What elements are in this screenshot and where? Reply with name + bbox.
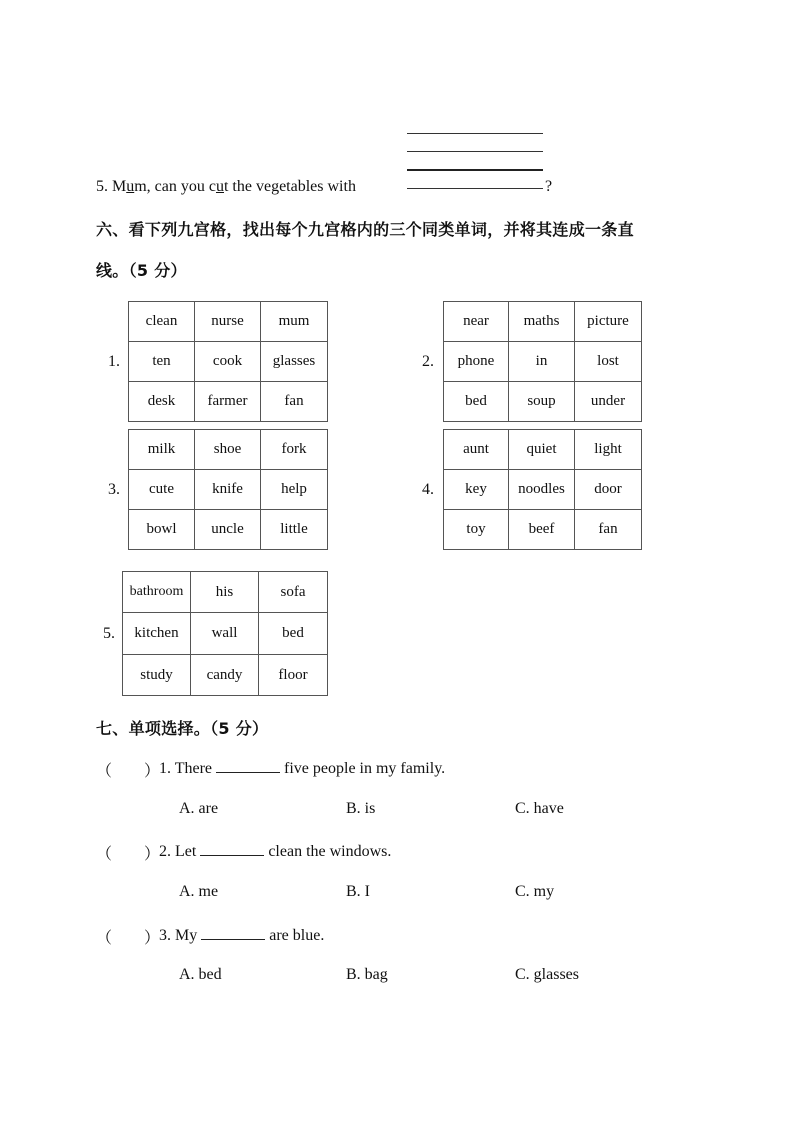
grid-cell: soup [509,382,575,422]
grid-cell: nurse [195,302,261,342]
grid-cell: fork [261,430,328,470]
grid-cell: bed [444,382,509,422]
fill-blank[interactable] [201,925,265,940]
grid-cell: light [575,430,642,470]
grid-cell: lost [575,342,642,382]
grid-cell: mum [261,302,328,342]
grid-cell: cute [129,470,195,510]
option-a: A. bed [179,966,222,983]
grid-cell: shoe [195,430,261,470]
grid-cell: farmer [195,382,261,422]
grid-4-number: 4. [422,481,434,498]
grid-cell: kitchen [123,613,191,655]
answer-line-3 [407,169,543,171]
grid-cell: door [575,470,642,510]
answer-paren[interactable]: （ ） [96,763,161,780]
question-1-stem: 1. There five people in my family. [159,760,446,777]
option-b: B. is [346,800,376,817]
option-a: A. me [179,883,219,900]
grid-cell: picture [575,302,642,342]
section-7-title: 七、单项选择。（5 分） [96,719,269,738]
question-3-stem: 3. My are blue. [159,927,325,944]
section-6-title-line-1: 六、看下列九宫格，找出每个九宫格内的三个同类单词，并将其连成一条直 [96,220,634,239]
grid-cell: near [444,302,509,342]
grid-cell: floor [259,655,328,696]
grid-4 [443,429,642,550]
grid-2 [443,301,642,422]
fill-blank[interactable] [216,758,280,773]
option-b: B. bag [346,966,388,983]
grid-cell: under [575,382,642,422]
grid-cell: clean [129,302,195,342]
option-c: C. my [515,883,555,900]
question-number: 5. [96,178,108,195]
grid-1 [128,301,328,422]
grid-cell: bed [259,613,328,655]
grid-cell: aunt [444,430,509,470]
grid-cell: noodles [509,470,575,510]
grid-cell: sofa [259,572,328,613]
answer-line-1 [407,133,543,134]
grid-3-number: 3. [108,481,120,498]
answer-line-2 [407,151,543,152]
grid-cell: his [191,572,259,613]
grid-cell: study [123,655,191,696]
grid-cell: in [509,342,575,382]
grid-cell: knife [195,470,261,510]
option-c: C. glasses [515,966,579,983]
question-5-end: ? [545,178,553,195]
section-6-title-line-2: 线。（5 分） [96,261,187,280]
fill-blank[interactable] [200,841,264,856]
grid-2-number: 2. [422,353,434,370]
answer-line-4 [407,188,543,189]
grid-cell: glasses [261,342,328,382]
grid-cell: help [261,470,328,510]
grid-cell: key [444,470,509,510]
answer-paren[interactable]: （ ） [96,846,161,863]
grid-cell: maths [509,302,575,342]
grid-cell: wall [191,613,259,655]
grid-cell: milk [129,430,195,470]
grid-3 [128,429,328,550]
grid-cell: bowl [129,510,195,550]
question-2-stem: 2. Let clean the windows. [159,843,392,860]
grid-cell: beef [509,510,575,550]
grid-cell: fan [261,382,328,422]
grid-cell: toy [444,510,509,550]
grid-5 [122,571,328,696]
answer-paren[interactable]: （ ） [96,930,161,947]
grid-cell: phone [444,342,509,382]
grid-cell: bathroom [123,572,191,613]
question-5-text: 5. Mum, can you cut the vegetables with [96,178,356,195]
grid-cell: cook [195,342,261,382]
grid-cell: quiet [509,430,575,470]
grid-cell: uncle [195,510,261,550]
grid-cell: desk [129,382,195,422]
grid-cell: little [261,510,328,550]
option-c: C. have [515,800,564,817]
grid-cell: candy [191,655,259,696]
option-b: B. I [346,883,370,900]
grid-cell: ten [129,342,195,382]
grid-5-number: 5. [103,625,115,642]
option-a: A. are [179,800,219,817]
grid-1-number: 1. [108,353,120,370]
grid-cell: fan [575,510,642,550]
